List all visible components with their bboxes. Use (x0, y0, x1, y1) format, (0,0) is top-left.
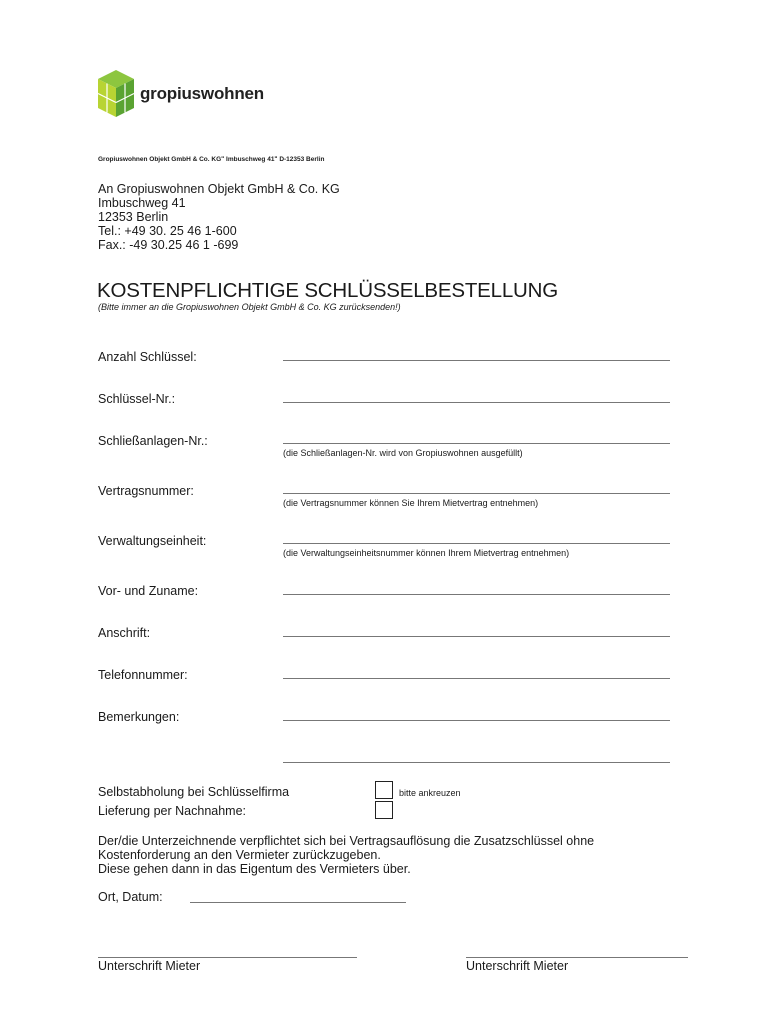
option-pickup-label: Selbstabholung bei Schlüsselfirma (98, 785, 290, 799)
checkbox-cod[interactable] (375, 801, 393, 819)
recipient-line-3: 12353 Berlin (98, 210, 169, 224)
field-label-address: Anschrift: (98, 626, 151, 640)
field-label-lock-system: Schließanlagen-Nr.: (98, 434, 208, 448)
recipient-line-2: Imbuschweg 41 (98, 196, 186, 210)
recipient-phone: Tel.: +49 30. 25 46 1-600 (98, 224, 237, 238)
declaration-line-1: Der/die Unterzeichnende verpflichtet sich bei Vertragsauflösung die Zusatzschlüssel ohne (98, 834, 595, 848)
field-label-admin-unit: Verwaltungseinheit: (98, 534, 207, 548)
field-line-key-number[interactable] (283, 402, 670, 403)
signature-right-label: Unterschrift Mieter (466, 959, 569, 973)
recipient-fax: Fax.: -49 30.25 46 1 -699 (98, 238, 239, 252)
field-line-admin-unit[interactable] (283, 543, 670, 544)
field-hint-lock-system: (die Schließanlagen-Nr. wird von Gropiuswohnen ausgefüllt) (283, 448, 523, 458)
checkbox-pickup[interactable] (375, 781, 393, 799)
field-line-phone[interactable] (283, 678, 670, 679)
declaration-line-3: Diese gehen dann in das Eigentum des Vermieters über. (98, 862, 411, 876)
field-label-phone: Telefonnummer: (98, 668, 188, 682)
recipient-line-1: An Gropiuswohnen Objekt GmbH & Co. KG (98, 182, 340, 196)
field-line-lock-system[interactable] (283, 443, 670, 444)
field-line-address[interactable] (283, 636, 670, 637)
field-label-key-number: Schlüssel-Nr.: (98, 392, 176, 406)
signature-line-left[interactable] (98, 957, 357, 958)
signature-left-label: Unterschrift Mieter (98, 959, 201, 973)
place-date-label: Ort, Datum: (98, 890, 163, 904)
place-date-line[interactable] (190, 902, 406, 903)
declaration-line-2: Kostenforderung an den Vermieter zurückzugeben. (98, 848, 381, 862)
field-hint-contract-number: (die Vertragsnummer können Sie Ihrem Mietvertrag entnehmen) (283, 498, 539, 508)
cube-logo-icon (97, 70, 135, 118)
field-line-key-count[interactable] (283, 360, 670, 361)
field-line-contract-number[interactable] (283, 493, 670, 494)
field-label-key-count: Anzahl Schlüssel: (98, 350, 197, 364)
field-line-remarks[interactable] (283, 720, 670, 721)
field-label-full-name: Vor- und Zuname: (98, 584, 199, 598)
page-title: KOSTENPFLICHTIGE SCHLÜSSELBESTELLUNG (97, 279, 559, 302)
field-line-full-name[interactable] (283, 594, 670, 595)
field-hint-admin-unit: (die Verwaltungseinheitsnummer können Ihrem Mietvertrag entnehmen) (283, 548, 570, 558)
field-label-contract-number: Vertragsnummer: (98, 484, 194, 498)
page-subtitle: (Bitte immer an die Gropiuswohnen Objekt GmbH & Co. KG zurücksenden!) (98, 302, 401, 312)
company-logo (97, 70, 135, 123)
sender-line: Gropiuswohnen Objekt GmbH & Co. KGʺ Imbuschweg 41ʺ D-12353 Berlin (98, 156, 325, 163)
signature-line-right[interactable] (466, 957, 688, 958)
logo-text: gropiuswohnen (140, 84, 264, 103)
field-line-remarks-2[interactable] (283, 762, 670, 763)
option-cod-label: Lieferung per Nachnahme: (98, 804, 247, 818)
field-label-remarks: Bemerkungen: (98, 710, 180, 724)
checkbox-hint: bitte ankreuzen (399, 788, 461, 798)
